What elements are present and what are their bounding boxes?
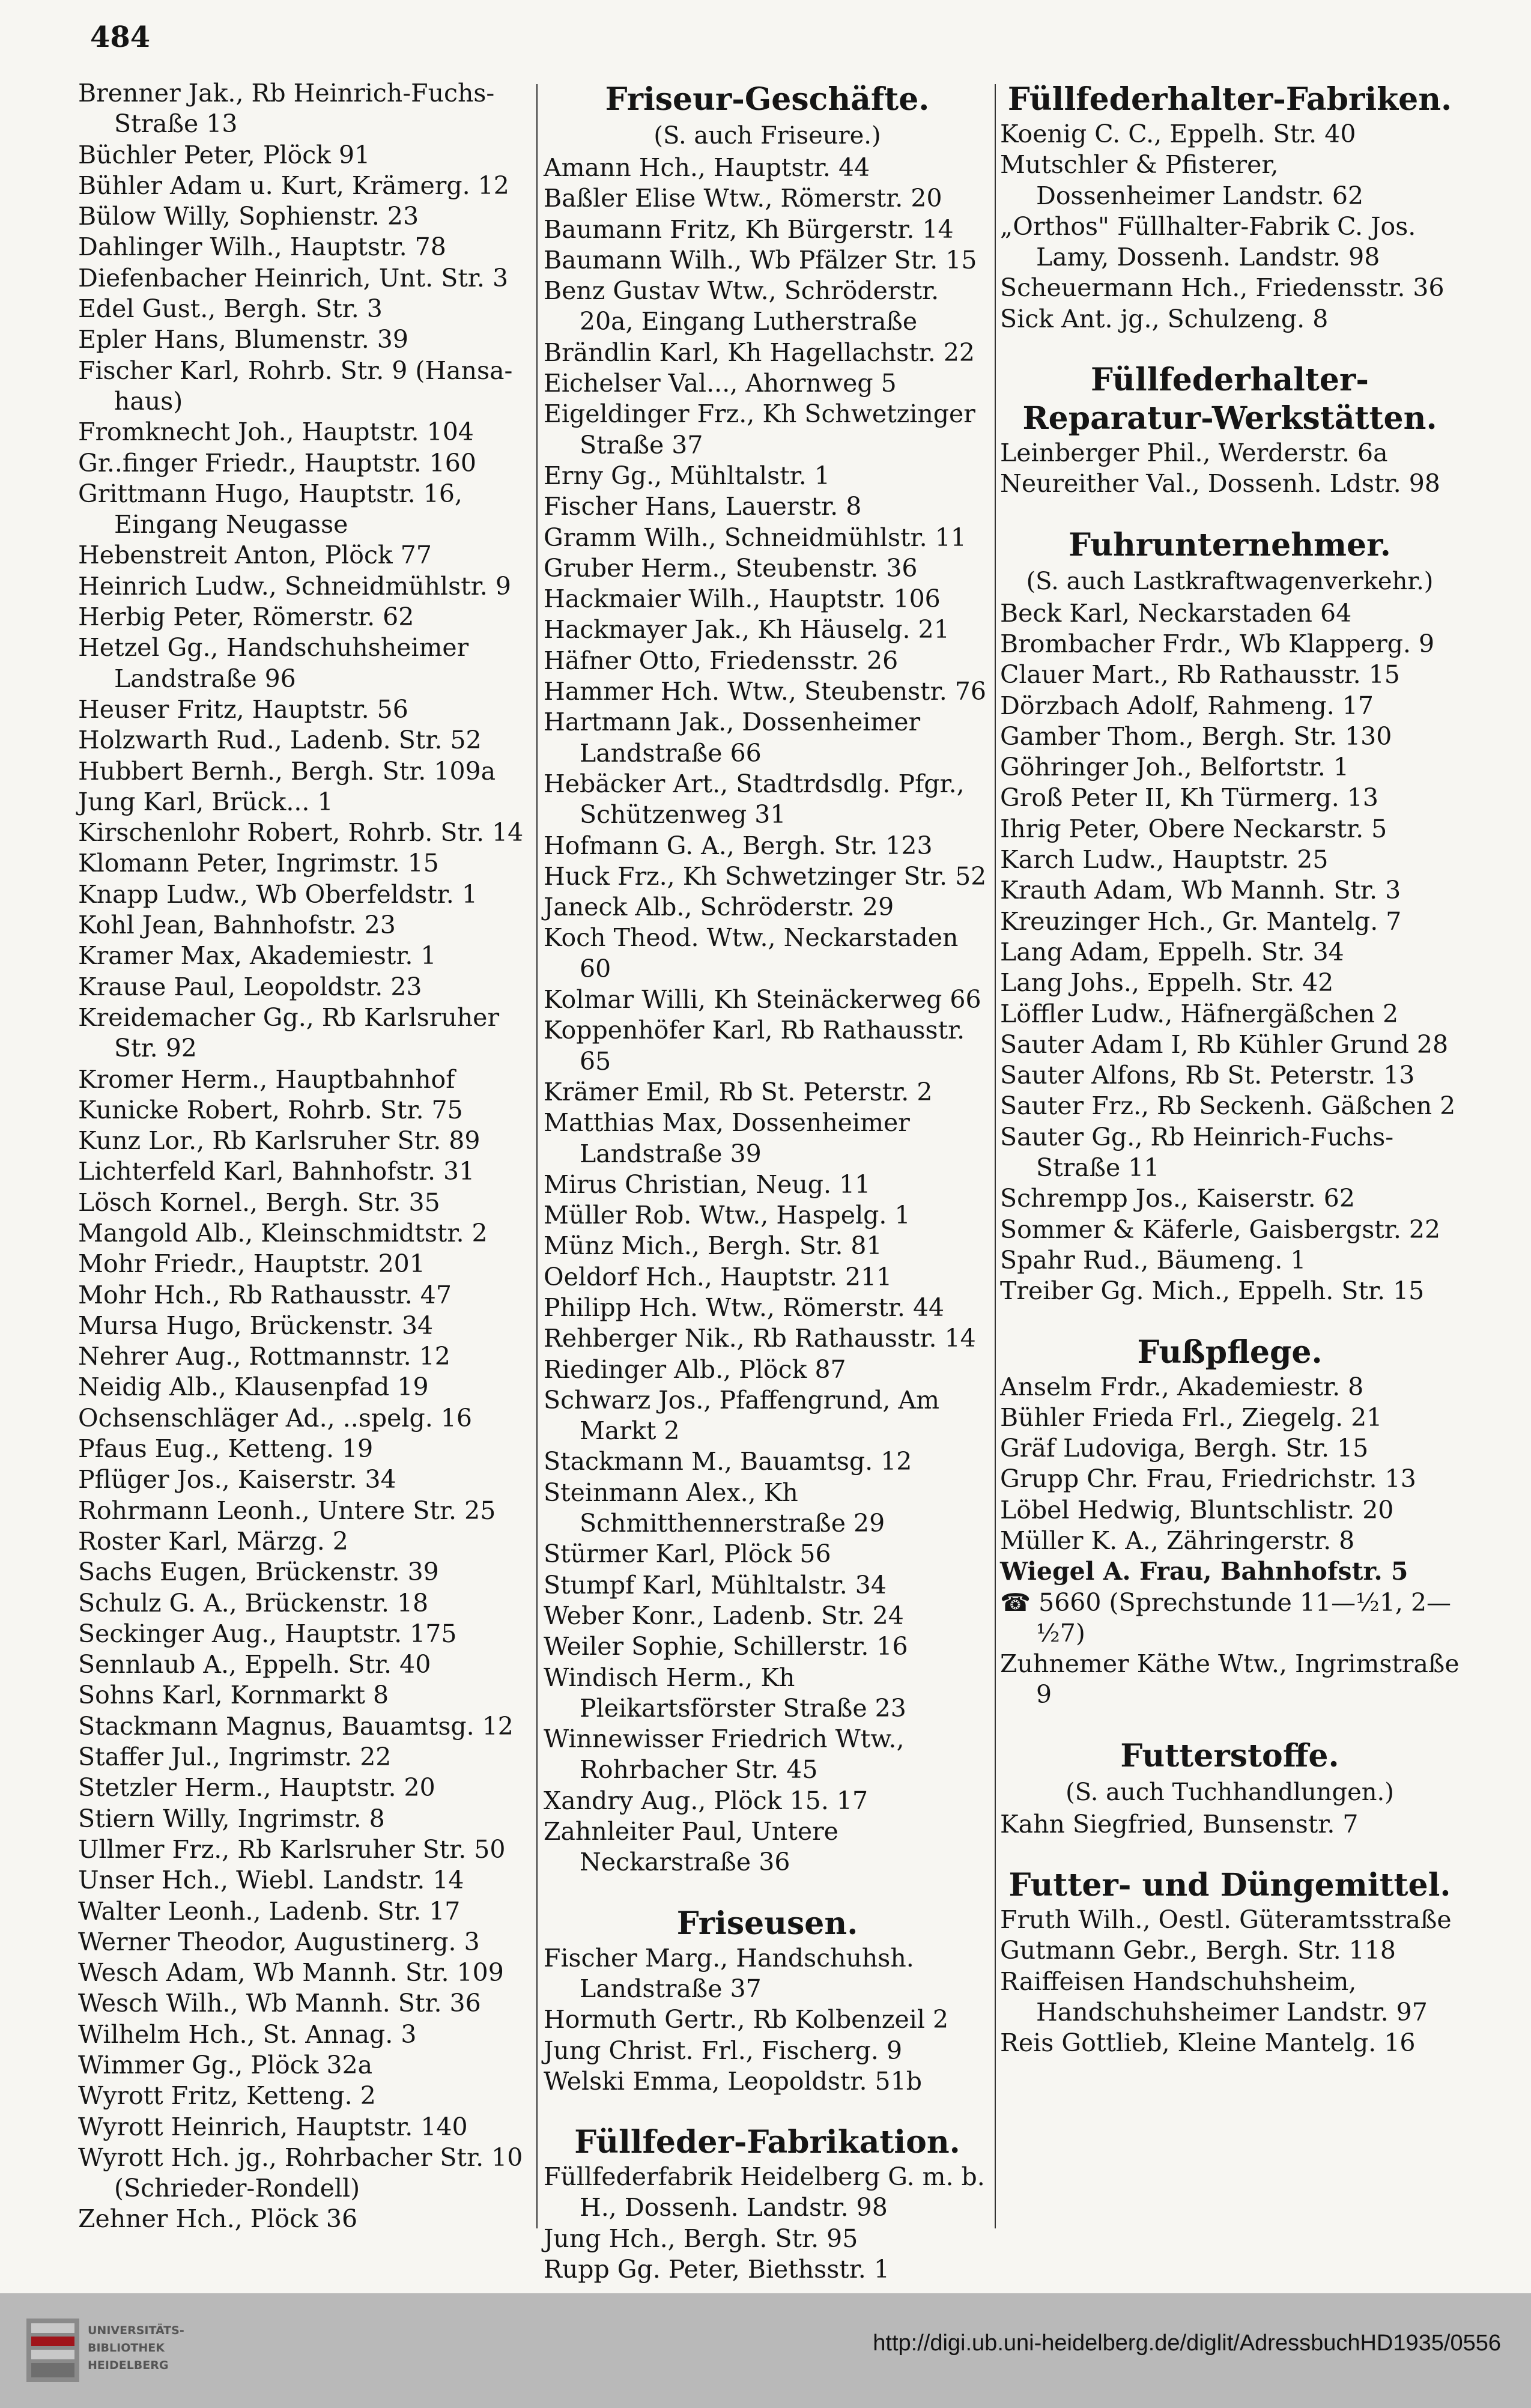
- directory-entry: Kahn Siegfried, Bunsenstr. 7: [1000, 1809, 1359, 1839]
- directory-entry: Windisch Herm., Kh Pleikartsförster Straße 23: [544, 1663, 906, 1723]
- directory-entry: Sohns Karl, Kornmarkt 8: [78, 1681, 389, 1710]
- directory-entry: Spahr Rud., Bäumeng. 1: [1000, 1245, 1306, 1275]
- directory-entry: Pflüger Jos., Kaiserstr. 34: [78, 1465, 396, 1494]
- directory-entry: Zuhnemer Käthe Wtw., Ingrimstraße 9: [1000, 1649, 1460, 1709]
- directory-entry: Holzwarth Rud., Ladenb. Str. 52: [78, 726, 482, 755]
- directory-entry: Müller K. A., Zähringerstr. 8: [1000, 1526, 1355, 1555]
- directory-entry: Scheuermann Hch., Friedensstr. 36: [1000, 273, 1445, 303]
- directory-entry: Rehberger Nik., Rb Rathausstr. 14: [544, 1324, 976, 1353]
- phone-text: 5660 (Sprechstunde 11—½1, 2—½7): [1036, 1588, 1452, 1648]
- directory-entry: Steinmann Alex., Kh Schmitthennerstraße 29: [544, 1478, 885, 1538]
- directory-entry: Xandry Aug., Plöck 15. 17: [544, 1786, 869, 1815]
- directory-entry: Jung Hch., Bergh. Str. 95: [544, 2224, 858, 2253]
- directory-entry: Eichelser Val..., Ahornweg 5: [544, 369, 897, 398]
- directory-entry: Häfner Otto, Friedensstr. 26: [544, 646, 899, 675]
- directory-entry: Sennlaub A., Eppelh. Str. 40: [78, 1650, 431, 1679]
- footer-bar: [0, 2293, 1531, 2408]
- directory-entry: Knapp Ludw., Wb Oberfeldstr. 1: [78, 879, 477, 909]
- directory-entry: Hackmaier Wilh., Hauptstr. 106: [544, 584, 941, 614]
- logo-line: HEIDELBERG: [88, 2359, 169, 2372]
- directory-entry: Gruber Herm., Steubenstr. 36: [544, 553, 918, 583]
- directory-entry: Reis Gottlieb, Kleine Mantelg. 16: [1000, 2028, 1416, 2058]
- directory-entry: „Orthos" Füllhalter-Fabrik C. Jos. Lamy, Dossenh. Landstr. 98: [1000, 211, 1416, 272]
- directory-entry: Jung Christ. Frl., Fischerg. 9: [544, 2036, 903, 2065]
- directory-entry: Sick Ant. jg., Schulzeng. 8: [1000, 304, 1329, 333]
- directory-entry: Raiffeisen Handschuhsheim, Handschuhsheimer Landstr. 97: [1000, 1967, 1428, 2027]
- directory-entry: Brombacher Frdr., Wb Klapperg. 9: [1000, 629, 1435, 658]
- directory-entry: Kreidemacher Gg., Rb Karlsruher Str. 92: [78, 1002, 500, 1063]
- directory-entry: Mohr Hch., Rb Rathausstr. 47: [78, 1280, 452, 1309]
- directory-entry: Brenner Jak., Rb Heinrich-Fuchs-Straße 13: [78, 79, 495, 139]
- section-heading: Futter- und Düngemittel.: [1008, 1867, 1451, 1904]
- directory-entry: Seckinger Aug., Hauptstr. 175: [78, 1619, 457, 1648]
- directory-entry: Winnewisser Friedrich Wtw., Rohrbacher Str. 45: [544, 1724, 905, 1785]
- directory-entry: Hormuth Gertr., Rb Kolbenzeil 2: [544, 2005, 949, 2034]
- directory-entry: Zehner Hch., Plöck 36: [78, 2204, 358, 2234]
- directory-entry: Hammer Hch. Wtw., Steubenstr. 76: [544, 677, 986, 706]
- entry-list: [1000, 1809, 1460, 1840]
- directory-entry: Janeck Alb., Schröderstr. 29: [544, 893, 894, 922]
- directory-entry: Lang Johs., Eppelh. Str. 42: [1000, 968, 1334, 998]
- section-heading: Friseusen.: [676, 1905, 858, 1942]
- directory-entry: Gamber Thom., Bergh. Str. 130: [1000, 721, 1392, 751]
- directory-entry: Klomann Peter, Ingrimstr. 15: [78, 849, 439, 878]
- entry-list: [1000, 438, 1460, 500]
- directory-entry: Staffer Jul., Ingrimstr. 22: [78, 1742, 392, 1772]
- entry-list: [544, 153, 991, 1878]
- directory-entry: Erny Gg., Mühltalstr. 1: [544, 461, 830, 490]
- directory-entry: Lösch Kornel., Bergh. Str. 35: [78, 1187, 440, 1217]
- directory-entry: Fischer Karl, Rohrb. Str. 9 (Hansa-haus): [78, 356, 513, 416]
- entry-list: [1000, 1649, 1460, 1711]
- directory-entry: Bühler Adam u. Kurt, Krämerg. 12: [78, 171, 509, 200]
- entry-list: [1000, 1905, 1460, 2058]
- logo-line: BIBLIOTHEK: [88, 2341, 165, 2355]
- directory-entry: Gutmann Gebr., Bergh. Str. 118: [1000, 1936, 1396, 1965]
- directory-entry: Walter Leonh., Ladenb. Str. 17: [78, 1896, 461, 1926]
- directory-entry: Schwarz Jos., Pfaffengrund, Am Markt 2: [544, 1385, 939, 1446]
- directory-entry: Kunz Lor., Rb Karlsruher Str. 89: [78, 1126, 481, 1156]
- directory-entry: Stiern Willy, Ingrimstr. 8: [78, 1804, 385, 1833]
- directory-entry: Wilhelm Hch., St. Annag. 3: [78, 2019, 417, 2049]
- directory-entry: Treiber Gg. Mich., Eppelh. Str. 15: [1000, 1276, 1425, 1306]
- directory-entry: Kromer Herm., Hauptbahnhof: [78, 1064, 455, 1094]
- section-note: (S. auch Lastkraftwagenverkehr.): [1026, 567, 1434, 595]
- directory-entry: Stackmann Magnus, Bauamtsg. 12: [78, 1711, 514, 1741]
- directory-entry: Hebenstreit Anton, Plöck 77: [78, 541, 432, 570]
- directory-entry: Mirus Christian, Neug. 11: [544, 1169, 871, 1199]
- directory-entry: Dahlinger Wilh., Hauptstr. 78: [78, 232, 446, 262]
- directory-entry: Schrempp Jos., Kaiserstr. 62: [1000, 1184, 1355, 1213]
- directory-entry: Heuser Fritz, Hauptstr. 56: [78, 694, 408, 724]
- entry-list: [544, 1943, 991, 2097]
- directory-entry: Neureither Val., Dossenh. Ldstr. 98: [1000, 469, 1440, 499]
- directory-entry: Ochsenschläger Ad., ..spelg. 16: [78, 1403, 472, 1433]
- directory-entry: Dörzbach Adolf, Rahmeng. 17: [1000, 691, 1374, 720]
- column-3: [1000, 78, 1460, 2059]
- section-heading: Futterstoffe.: [1120, 1737, 1339, 1774]
- directory-entry: Weber Konr., Ladenb. Str. 24: [544, 1601, 904, 1630]
- directory-entry: Wyrott Heinrich, Hauptstr. 140: [78, 2112, 468, 2141]
- directory-entry: Zahnleiter Paul, Untere Neckarstraße 36: [544, 1817, 838, 1877]
- directory-entry: Roster Karl, Märzg. 2: [78, 1526, 348, 1556]
- directory-entry: Riedinger Alb., Plöck 87: [544, 1354, 846, 1384]
- directory-entry: Schulz G. A., Brückenstr. 18: [78, 1588, 429, 1618]
- directory-entry: Gr..finger Friedr., Hauptstr. 160: [78, 448, 476, 478]
- directory-entry: Lichterfeld Karl, Bahnhofstr. 31: [78, 1157, 475, 1186]
- directory-entry: Ihrig Peter, Obere Neckarstr. 5: [1000, 814, 1387, 843]
- directory-entry: Jung Karl, Brück... 1: [78, 787, 333, 816]
- directory-entry: Stürmer Karl, Plöck 56: [544, 1539, 831, 1569]
- section-heading: Fußpflege.: [1137, 1333, 1323, 1371]
- directory-entry: Löbel Hedwig, Bluntschlistr. 20: [1000, 1495, 1394, 1524]
- directory-entry: Grupp Chr. Frau, Friedrichstr. 13: [1000, 1464, 1416, 1494]
- directory-entry: Welski Emma, Leopoldstr. 51b: [544, 2066, 922, 2096]
- directory-entry: Hebäcker Art., Stadtrdsdlg. Pfgr., Schützenweg 31: [544, 769, 965, 829]
- directory-entry: Matthias Max, Dossenheimer Landstraße 39: [544, 1108, 910, 1168]
- directory-entry: Unser Hch., Wiebl. Landstr. 14: [78, 1866, 464, 1895]
- directory-entry: Kreuzinger Hch., Gr. Mantelg. 7: [1000, 906, 1402, 936]
- directory-entry: Karch Ludw., Hauptstr. 25: [1000, 845, 1329, 875]
- directory-entry: Edel Gust., Bergh. Str. 3: [78, 294, 383, 324]
- directory-entry: Epler Hans, Blumenstr. 39: [78, 325, 408, 354]
- directory-entry: Wyrott Fritz, Ketteng. 2: [78, 2081, 376, 2111]
- directory-entry: Heinrich Ludw., Schneidmühlstr. 9: [78, 571, 511, 601]
- directory-entry: Rupp Gg. Peter, Biethsstr. 1: [544, 2255, 890, 2284]
- directory-entry: Diefenbacher Heinrich, Unt. Str. 3: [78, 263, 509, 293]
- directory-entry: Baumann Fritz, Kh Bürgerstr. 14: [544, 214, 954, 244]
- section-heading: Friseur-Geschäfte.: [605, 81, 930, 118]
- section-heading: Füllfederhalter-Reparatur-Werkstätten.: [1022, 362, 1437, 437]
- directory-entry: Stumpf Karl, Mühltalstr. 34: [544, 1570, 887, 1600]
- directory-entry: Groß Peter II, Kh Türmerg. 13: [1000, 783, 1378, 813]
- directory-entry: Weiler Sophie, Schillerstr. 16: [544, 1632, 908, 1661]
- directory-entry: Büchler Peter, Plöck 91: [78, 140, 371, 169]
- directory-entry-bold: Wiegel A. Frau, Bahnhofstr. 5: [1000, 1557, 1408, 1586]
- directory-entry: Mohr Friedr., Hauptstr. 201: [78, 1249, 425, 1279]
- column-divider: [536, 84, 538, 2228]
- directory-entry: Sachs Eugen, Brückenstr. 39: [78, 1557, 439, 1587]
- directory-entry: Herbig Peter, Römerstr. 62: [78, 602, 414, 632]
- directory-entry: Mutschler & Pfisterer, Dossenheimer Landstr. 62: [1000, 150, 1364, 210]
- directory-entry: Clauer Mart., Rb Rathausstr. 15: [1000, 660, 1400, 690]
- page-number: 484: [90, 20, 151, 54]
- directory-entry: Münz Mich., Bergh. Str. 81: [544, 1231, 882, 1261]
- logo-line: UNIVERSITÄTS-: [88, 2324, 184, 2337]
- directory-entry: Göhringer Joh., Belfortstr. 1: [1000, 753, 1349, 782]
- directory-entry: Sauter Alfons, Rb St. Peterstr. 13: [1000, 1061, 1415, 1090]
- directory-entry: Stackmann M., Bauamtsg. 12: [544, 1447, 912, 1476]
- directory-entry: Ullmer Frz., Rb Karlsruher Str. 50: [78, 1834, 506, 1864]
- directory-entry: Krauth Adam, Wb Mannh. Str. 3: [1000, 876, 1401, 905]
- directory-entry: Kramer Max, Akademiestr. 1: [78, 941, 437, 971]
- section-note: (S. auch Tuchhandlungen.): [1066, 1778, 1394, 1806]
- section-heading: Füllfeder-Fabrikation.: [574, 2124, 960, 2161]
- directory-entry: Löffler Ludw., Häfnergäßchen 2: [1000, 999, 1399, 1028]
- directory-entry: Sauter Adam I, Rb Kühler Grund 28: [1000, 1030, 1449, 1059]
- directory-entry: Baumann Wilh., Wb Pfälzer Str. 15: [544, 245, 977, 274]
- directory-entry: Mursa Hugo, Brückenstr. 34: [78, 1311, 434, 1340]
- directory-entry: Kohl Jean, Bahnhofstr. 23: [78, 911, 396, 940]
- directory-entry: Philipp Hch. Wtw., Römerstr. 44: [544, 1293, 945, 1322]
- directory-entry: Koenig C. C., Eppelh. Str. 40: [1000, 120, 1356, 148]
- phone-entry: [1000, 1588, 1460, 1649]
- directory-entry: Kolmar Willi, Kh Steinäckerweg 66: [544, 985, 981, 1014]
- directory-entry: Sauter Frz., Rb Seckenh. Gäßchen 2: [1000, 1091, 1456, 1121]
- directory-entry: Hartmann Jak., Dossenheimer Landstraße 66: [544, 708, 921, 768]
- directory-entry: Koppenhöfer Karl, Rb Rathausstr. 65: [544, 1016, 965, 1076]
- directory-entry: Wesch Wilh., Wb Mannh. Str. 36: [78, 1989, 481, 2018]
- directory-entry: Werner Theodor, Augustinerg. 3: [78, 1927, 480, 1956]
- directory-entry: Fischer Hans, Lauerstr. 8: [544, 492, 862, 521]
- directory-entry: Nehrer Aug., Rottmannstr. 12: [78, 1342, 450, 1371]
- entry-list: [544, 2162, 991, 2285]
- directory-entry: Beck Karl, Neckarstaden 64: [1000, 598, 1352, 628]
- section-heading: Füllfederhalter-Fabriken.: [1007, 81, 1452, 118]
- directory-entry: Neidig Alb., Klausenpfad 19: [78, 1372, 429, 1402]
- directory-entry: Krause Paul, Leopoldstr. 23: [78, 972, 422, 1001]
- directory-entry: Oeldorf Hch., Hauptstr. 211: [544, 1262, 893, 1291]
- directory-entry: Benz Gustav Wtw., Schröderstr. 20a, Eingang Lutherstraße: [544, 276, 939, 336]
- directory-entry: Gräf Ludoviga, Bergh. Str. 15: [1000, 1434, 1369, 1463]
- directory-entry: Müller Rob. Wtw., Haspelg. 1: [544, 1201, 911, 1230]
- directory-entry: Sauter Gg., Rb Heinrich-Fuchs-Straße 11: [1000, 1122, 1394, 1183]
- directory-entry: Wimmer Gg., Plöck 32a: [78, 2051, 373, 2079]
- directory-entry: Kunicke Robert, Rohrb. Str. 75: [78, 1095, 463, 1124]
- directory-entry: Bühler Frieda Frl., Ziegelg. 21: [1000, 1403, 1383, 1432]
- directory-entry: Fischer Marg., Handschuhsh. Landstraße 37: [544, 1943, 914, 2003]
- directory-entry: Hetzel Gg., Handschuhsheimer Landstraße 96: [78, 633, 469, 693]
- directory-entry: Krämer Emil, Rb St. Peterstr. 2: [544, 1077, 933, 1106]
- section-heading: Fuhrunternehmer.: [1069, 526, 1391, 563]
- section-note: (S. auch Friseure.): [653, 122, 881, 150]
- directory-entry: Kirschenlohr Robert, Rohrb. Str. 14: [78, 818, 524, 848]
- column-divider: [995, 84, 996, 2228]
- directory-entry: Wesch Adam, Wb Mannh. Str. 109: [78, 1958, 504, 1988]
- library-logo[interactable]: [25, 2309, 205, 2393]
- directory-entry: Eigeldinger Frz., Kh Schwetzinger Straße 37: [544, 399, 975, 459]
- directory-entry: Anselm Frdr., Akademiestr. 8: [1000, 1372, 1364, 1401]
- directory-entry: Leinberger Phil., Werderstr. 6a: [1000, 438, 1388, 468]
- directory-entry: Bülow Willy, Sophienstr. 23: [78, 202, 419, 231]
- directory-entry: Fruth Wilh., Oestl. Güteramtsstraße: [1000, 1905, 1452, 1935]
- entry-list: [1000, 119, 1460, 335]
- column-2: [544, 78, 991, 2285]
- directory-entry: Brändlin Karl, Kh Hagellachstr. 22: [544, 338, 975, 367]
- directory-entry: Stetzler Herm., Hauptstr. 20: [78, 1773, 435, 1803]
- directory-entry: Baßler Elise Wtw., Römerstr. 20: [544, 184, 942, 213]
- directory-entry: Koch Theod. Wtw., Neckarstaden 60: [544, 923, 959, 983]
- directory-entry: Sommer & Käferle, Gaisbergstr. 22: [1000, 1215, 1441, 1244]
- directory-entry: Füllfederfabrik Heidelberg G. m. b. H., Dossenh. Landstr. 98: [544, 2162, 985, 2222]
- directory-entry: Wyrott Hch. jg., Rohrbacher Str. 10 (Schrieder-Rondell): [78, 2143, 523, 2203]
- directory-entry: Fromknecht Joh., Hauptstr. 104: [78, 417, 474, 447]
- directory-entry: Huck Frz., Kh Schwetzinger Str. 52: [544, 861, 987, 891]
- directory-entry: Hubbert Bernh., Bergh. Str. 109a: [78, 756, 496, 786]
- directory-entry: Hofmann G. A., Bergh. Str. 123: [544, 831, 933, 860]
- source-url-link[interactable]: http://digi.ub.uni-heidelberg.de/diglit/AdressbuchHD1935/0556: [873, 2331, 1501, 2356]
- library-emblem-icon: [25, 2317, 80, 2383]
- entry-list: [1000, 598, 1460, 1307]
- directory-entry: Amann Hch., Hauptstr. 44: [544, 153, 870, 182]
- directory-entry: Lang Adam, Eppelh. Str. 34: [1000, 937, 1344, 966]
- column-1: [78, 78, 532, 2235]
- directory-entry: Rohrmann Leonh., Untere Str. 25: [78, 1496, 496, 1525]
- directory-entry: Gramm Wilh., Schneidmühlstr. 11: [544, 523, 966, 552]
- directory-entry: Hackmayer Jak., Kh Häuselg. 21: [544, 615, 950, 644]
- entry-list: [1000, 1372, 1460, 1557]
- directory-entry: Grittmann Hugo, Hauptstr. 16, Eingang Neugasse: [78, 479, 462, 539]
- directory-entry: Pfaus Eug., Ketteng. 19: [78, 1434, 374, 1464]
- telephone-icon: ☎: [1000, 1588, 1039, 1617]
- directory-entry: Mangold Alb., Kleinschmidtstr. 2: [78, 1218, 488, 1248]
